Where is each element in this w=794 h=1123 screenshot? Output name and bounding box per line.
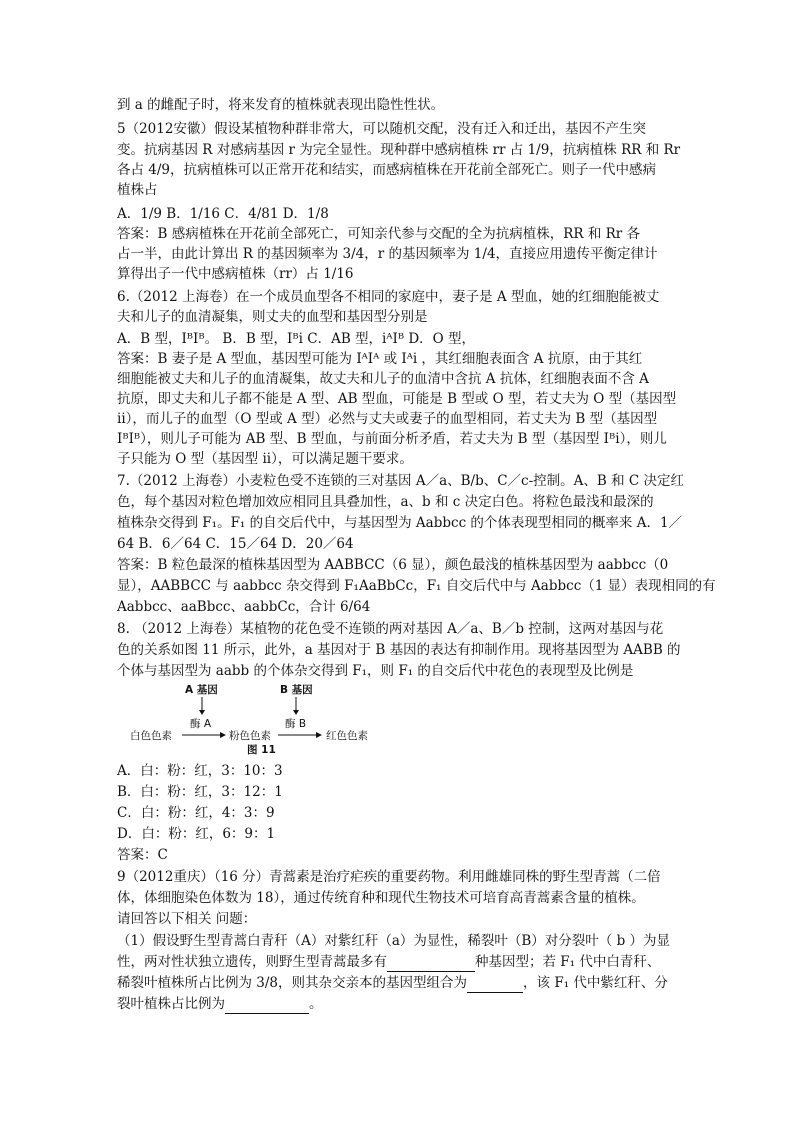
question-5-answer: 答案：B 感病植株在开花前全部死亡，可知亲代参与交配的全为抗病植株，RR 和 Rr 各 (117, 226, 641, 242)
text-line: 抗原，即丈夫和儿子都不能是 A 型、AB 型血，可能是 B 型或 O 型，若丈夫为 O 型（基因型 (117, 391, 677, 407)
text-line: 显），AABBCC 与 aabbcc 杂交得到 F₁AaBbCc，F₁ 自交后代中与 Aabbcc（1 显）表现相同的有 (117, 578, 716, 594)
gene-b-label: B 基因 (280, 684, 313, 696)
text-line: 占一半，由此计算出 R 的基因频率为 3/4，r 的基因频率为 1/4，直接应用遗传平衡定律计 (117, 246, 658, 262)
answer-blank[interactable] (467, 977, 523, 993)
arrowhead (199, 710, 205, 715)
text-line: 子只能为 O 型（基因型 ii），可以满足题干要求。 (117, 451, 413, 467)
text-line-with-blank (117, 995, 323, 1014)
pigment-pathway-diagram (130, 683, 390, 755)
text-line: 夫和儿子的血清凝集，则丈夫的血型和基因型分别是 (117, 309, 428, 325)
question-6-answer: 答案：B 妻子是 A 型血，基因型可能为 IᴬIᴬ 或 Iᴬi ，其红细胞表面含 A 抗原，由于其红 (117, 351, 643, 367)
text-line: 色的关系如图 11 所示，此外，a 基因对于 B 基因的表达有抑制作用。现将基因型为 AABB 的 (117, 642, 681, 658)
text-line: ii），而儿子的血型（O 型或 A 型）必然与丈夫或妻子的血型相同，若丈夫为 B 型（基因型 (117, 411, 658, 427)
question-8-option-b: B．白：粉：红，3：12：1 (117, 784, 283, 800)
enzyme-a-label: 酶 A (190, 718, 212, 730)
text-line: IᴮIᴮ），则儿子可能为 AB 型、B 型血，与前面分析矛盾，若丈夫为 B 型（基因型 Iᴮi），则儿 (117, 431, 667, 447)
text-line: 变。抗病基因 R 对感病基因 r 为完全显性。现种群中感病植株 rr 占 1/9，抗病植株 RR 和 Rr (117, 142, 681, 158)
red-pigment-label: 红色色素 (326, 730, 368, 742)
question-9-stem: 9（2012重庆）（16 分）青蒿素是治疗疟疾的重要药物。利用雌雄同株的野生型青蒿（二倍 (117, 869, 661, 885)
pink-pigment-label: 粉色色素 (229, 730, 271, 742)
question-5-stem: 5（2012安徽）假设某植物种群非常大，可以随机交配，没有迁入和迁出，基因不产生突 (117, 121, 646, 137)
text-line: 色，每个基因对粒色增加效应相同且具叠加性，a、b 和 c 决定白色。将粒色最浅和最深的 (117, 494, 654, 510)
question-6-stem: 6.（2012 上海卷）在一个成员血型各不相同的家庭中，妻子是 A 型血，她的红细胞能被丈 (117, 289, 660, 305)
text-segment: 。 (309, 996, 323, 1012)
text-line: 植株杂交得到 F₁。F₁ 的自交后代中，与基因型为 Aabbcc 的个体表现型相同的概率来 A．1／ (117, 515, 683, 531)
text-line: 到 a 的雌配子时，将来发育的植株就表现出隐性性状。 (117, 97, 445, 113)
text-line: 体，体细胞染色体数为 18），通过传统育种和现代生物技术可培育高青蒿素含量的植株。 (117, 890, 645, 906)
answer-blank[interactable] (225, 998, 309, 1014)
text-line: 各占 4/9，抗病植株可以正常开花和结实，而感病植株在开花前全部死亡。则子一代中感病 (117, 162, 657, 178)
question-8-answer: 答案：C (117, 847, 168, 863)
text-segment: ，该 F₁ 代中紫红秆、分 (523, 975, 668, 991)
question-9-part-1: （1）假设野生型青蒿白青秆（A）对紫红秆（a）为显性，稀裂叶（B）对分裂叶（ b ）为显 (117, 933, 671, 949)
question-7-answer: 答案：B 粒色最深的植株基因型为 AABBCC（6 显），颜色最浅的植株基因型为 aabbcc（0 (117, 557, 669, 573)
arrowhead (220, 732, 226, 738)
text-line: Aabbcc、aaBbcc、aabbCc，合计 6/64 (117, 599, 371, 615)
text-line: 请回答以下相关 问题： (117, 911, 257, 927)
text-segment: 裂叶植株占比例为 (117, 996, 225, 1012)
text-line: 植株占 (117, 182, 158, 198)
text-line-with-blank (117, 974, 668, 993)
text-segment: 种基因型；若 F₁ 代中白青秆、 (475, 954, 661, 970)
question-8-option-c: C．白：粉：红，4：3：9 (117, 805, 275, 821)
text-line-with-blank (117, 953, 660, 972)
question-8-option-d: D．白：粉：红，6：9：1 (117, 826, 276, 842)
text-segment: 性，两对性状独立遗传，则野生型青蒿最多有 (117, 954, 387, 970)
text-line: 算得出子一代中感病植株（rr）占 1/16 (117, 266, 354, 282)
text-line: 细胞能被丈夫和儿子的血清凝集，故丈夫和儿子的血清中含抗 A 抗体，红细胞表面不含 A (117, 371, 649, 387)
text-line: 个体与基因型为 aabb 的个体杂交得到 F₁，则 F₁ 的自交后代中花色的表现型及比例是 (117, 663, 634, 679)
question-7-stem: 7.（2012 上海卷）小麦粒色受不连锁的三对基因 A／a、B/b、C／c-控制。A、B 和 C 决定红 (117, 473, 685, 489)
text-segment: 稀裂叶植株所占比例为 3/8，则其杂交亲本的基因型组合为 (117, 975, 468, 991)
arrowhead (316, 732, 322, 738)
question-8-stem: 8. （2012 上海卷）某植物的花色受不连锁的两对基因 A／a、B／b 控制，这两对基因与花 (117, 621, 664, 637)
enzyme-b-label: 酶 B (285, 718, 307, 730)
answer-blank[interactable] (387, 956, 475, 972)
arrowhead (293, 710, 299, 715)
gene-a-label: A 基因 (185, 684, 218, 696)
question-6-options: A．B 型，IᴮIᴮ。 B．B 型，Iᴮi C．AB 型，iᴬIᴮ D．O 型， (117, 331, 476, 347)
question-8-option-a: A．白：粉：红，3：10：3 (117, 763, 283, 779)
white-pigment-label: 白色色素 (130, 730, 172, 742)
question-5-options: A．1/9 B．1/16 C．4/81 D．1/8 (117, 206, 329, 222)
figure-caption: 图 11 (247, 744, 276, 755)
question-7-options: 64 B．6／64 C．15／64 D．20／64 (117, 536, 354, 552)
